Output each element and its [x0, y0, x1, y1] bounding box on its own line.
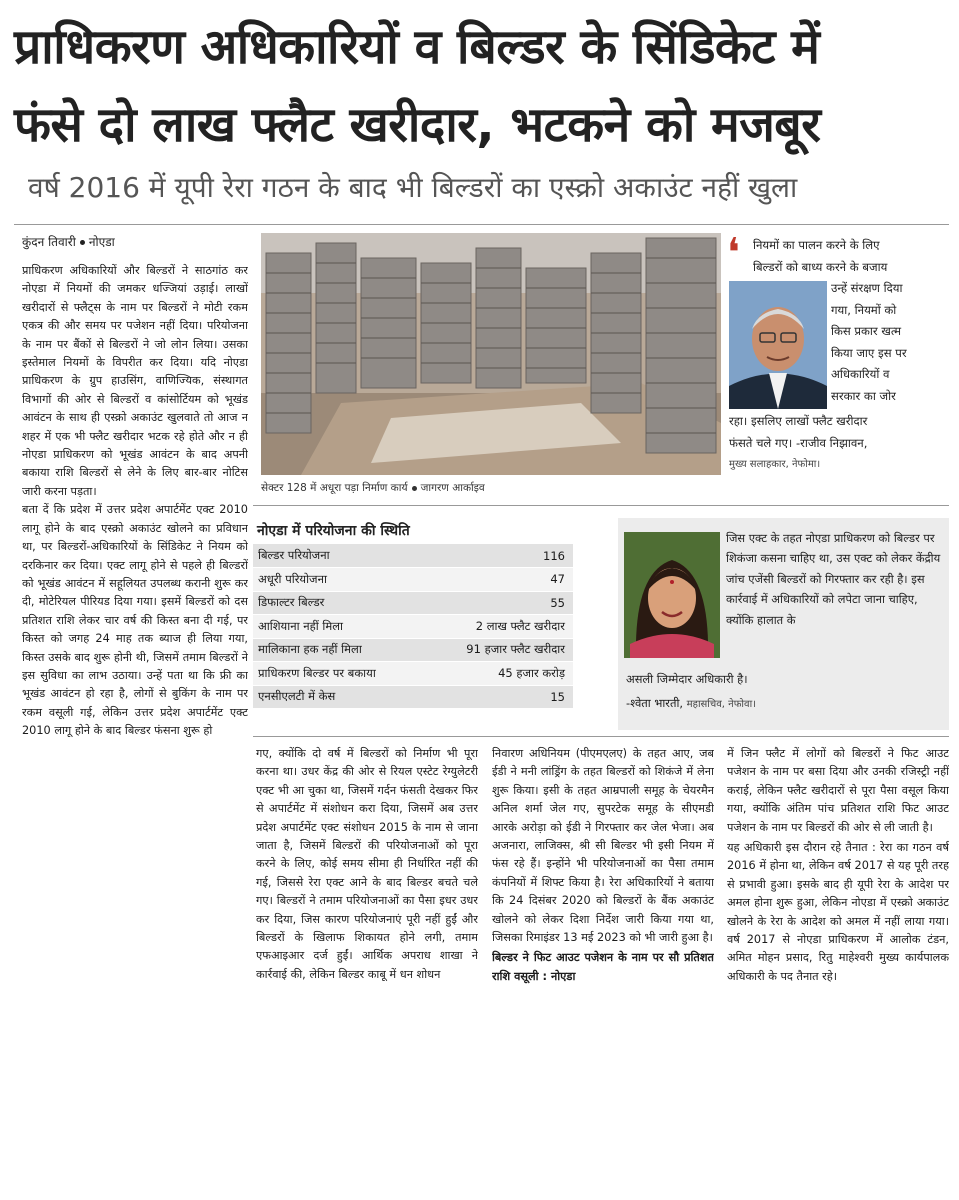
table-row — [253, 591, 573, 615]
quote-line: फंसते चले गए। -राजीव निझावन, — [729, 435, 868, 450]
quote-line: नियमों का पालन करने के लिए — [753, 238, 880, 252]
subheadline: वर्ष 2016 में यूपी रेरा गठन के बाद भी बिल्डरों का एस्क्रो अकाउंट नहीं खुला — [28, 171, 798, 204]
table-title: नोएडा में परियोजना की स्थिति — [257, 523, 410, 539]
table-row — [253, 544, 573, 568]
row-label: बिल्डर परियोजना — [253, 544, 424, 568]
quote-box-rajiv — [727, 230, 949, 495]
row-value: 2 लाख फ्लैट खरीदार — [424, 615, 573, 639]
header-divider — [14, 224, 949, 225]
row-value: 45 हजार करोड़ — [424, 662, 573, 686]
mid-divider — [253, 505, 949, 506]
table-row — [253, 568, 573, 592]
article-column-4 — [727, 745, 949, 1190]
photo-credit: जागरण आर्काइव — [420, 482, 485, 494]
article-column-3 — [492, 745, 714, 1190]
row-value: 116 — [424, 544, 573, 568]
table-row — [253, 615, 573, 639]
quote-lines-bottom — [729, 411, 949, 476]
article-paragraph-officers: यह अधिकारी इस दौरान रहे तैनात : रेरा का गठन वर्ष 2016 में होना था, लेकिन वर्ष 2017 से यह पूरी तरह से प्रभावी हुआ। इसके बाद ही यूपी रेरा के आदेश पर अमल होना शुरू हुआ, लेकिन नोएडा में एस्क्रो अकाउंट खोलने के रेरा के आदेश को अमल में नहीं लाया गया। वर्ष 2017 से नोएडा प्राधिकरण में आलोक टंडन, अमित मोहन प्रसाद, रितु माहेश्वरी मुख्य कार्यपालक अधिकारी के पद तैनात रहे। — [727, 841, 949, 983]
photo-caption-text: सेक्टर 128 में अधूरा पड़ा निर्माण कार्य — [261, 482, 408, 494]
row-value: 15 — [424, 685, 573, 709]
row-label: प्राधिकरण बिल्डर पर बकाया — [253, 662, 424, 686]
article-paragraph-act: बता दें कि प्रदेश में उत्तर प्रदेश अपार्टमेंट एक्ट 2010 लागू होने के बाद एस्क्रो अकाउंट खोलने का प्रविधान था, पर बिल्डरों-अधिकारियों के सिंडिकेट ने नियम को दरकिनार कर दिया। एक्ट लागू होने से पहले ही बिल्डरों को भूखंड आवंटन में सहूलियत उपलब्ध करानी शुरू कर दी, मोटेरियल पीरियड दिया गया। इसमें बिल्डरों को दस प्रतिशत राशि लेकर चार वर्ष की किस्त बना दी गई, पर किस्त को जगह 24 माह तक ब्याज ही लिया गया, किस्त उसके बाद शुरू होनी थी, जिसमें तमाम बिल्डरों ने इस सुविधा का लाभ उठाया। उन्हें पता था कि फ्री का भूखंड आवंटन हो रहा है, लोगों से बुकिंग के नाम पर रकम वसूली गई, लेकिन उत्तर प्रदेश अपार्टमेंट एक्ट 2010 लागू होने के बाद बिल्डर फंसना शुरू हो — [22, 503, 248, 738]
construction-photo — [261, 233, 721, 475]
quote-line: किया जाए इस पर — [831, 345, 907, 360]
headline-line-2: फंसे दो लाख फ्लैट खरीदार, भटकने को मजबूर — [14, 97, 821, 153]
quote-signature — [626, 696, 756, 711]
quote-line: उन्हें संरक्षण दिया — [831, 281, 903, 295]
table-row — [253, 638, 573, 662]
byline-author: कुंदन तिवारी — [22, 235, 76, 249]
article-paragraph-intro: प्राधिकरण अधिकारियों और बिल्डरों ने साठगांठ कर नोएडा में नियमों की जमकर धज्जियां उड़ाई। लाखों खरीदारों से फ्लैट्स के नाम पर बिल्डरों ने मोटी रकम एकत्र की और समय पर पजेशन नहीं दिया। परियोजना के नाम पर बैंकों से बिल्डरों ने जो लोन लिया। उसका इस्तेमाल नियमों के विपरीत कर दिया। यदि नोएडा प्राधिकरण के ग्रुप हाउसिंग, वाणिज्यिक, संस्थागत विभागों की ओर से बिल्डरों व कांसोर्टियम को भूखंड आवंटन के साथ ही एस्क्रो अकाउंट खुलवाते तो आज न शहर में एक भी फ्लैट खरीदार भटक रहे होते और न ही नोएडा प्राधिकरण को भूखंड आवंटन के बाद अपनी बकाया राशि बिल्डरों से लेने के लिए बार-बार नोटिस जारी करना पड़ता। — [22, 264, 248, 498]
quote-line: सरकार का जोर — [831, 388, 896, 403]
construction-photo-image — [261, 233, 721, 475]
project-status-table — [253, 518, 573, 709]
quote-shweta-text: जिस एक्ट के तहत नोएडा प्राधिकरण को बिल्डर पर शिकंजा कसना चाहिए था, उस एक्ट को लेकर केंद्रीय जांच एजेंसी बिल्डरों को गिरफ्तार कर रही है। इस कार्रवाई में अधिकारियों को लपेटा जाना चाहिए, क्योंकि हालात के — [726, 531, 941, 627]
row-label: एनसीएलटी में केस — [253, 685, 424, 709]
row-label: मालिकाना हक नहीं मिला — [253, 638, 424, 662]
quote-designation: मुख्य सलाहकार, नेफोमा। — [729, 459, 821, 470]
signature-designation: महासचिव, नेफोवा। — [686, 699, 756, 710]
quote-line: गया, नियमों को — [831, 302, 897, 317]
article-column-1 — [22, 262, 248, 1192]
article-paragraph-col2: गए, क्योंकि दो वर्ष में बिल्डरों को निर्माण भी पूरा करना था। उधर केंद्र की ओर से रियल एस्टेट रेग्युलेटरी एक्ट भी आ चुका था, जिसमें गर्दन फंसती देखकर फिर से अपार्टमेंट में संशोधन करा दिया, जिसमें अब उत्तर प्रदेश अपार्टमेंट एक्ट संशोधन 2015 के नाम से जाना जाता है, जिसमें बिल्डरों की परियोजनाओं को पूरा करने के लिए, कोई समय सीमा ही निर्धारित नहीं की गई, जिससे रेरा एक्ट आने के बाद बिल्डर बचते चले गए। बिल्डरों ने तमाम परियोजनाओं का पैसा इधर उधर कर दिया, जिस कारण परियोजनाएं पूरी नहीं हुईं और बिल्डरों के खिलाफ शिकायत होने लगी, तमाम एफआइआर दर्ज हुईं। आर्थिक अपराध शाखा ने कार्रवाई की, लेकिन बिल्डर काबू में धन शोधन — [256, 747, 478, 981]
quote-lines-side — [831, 278, 949, 407]
row-label: डिफाल्टर बिल्डर — [253, 591, 424, 615]
quote-box-shweta — [618, 518, 949, 730]
table-row — [253, 685, 573, 709]
status-table — [253, 544, 573, 709]
quote-line: अधिकारियों व — [831, 367, 890, 381]
portrait-rajiv — [729, 281, 827, 409]
row-value: 55 — [424, 591, 573, 615]
article-paragraph-col3: निवारण अधिनियम (पीएमएलए) के तहत आए, जब ईडी ने मनी लांड्रिंग के तहत बिल्डरों को शिकंजे में लेना शुरू किया। इसी के तहत आम्रपाली समूह के चेयरमैन अनिल शर्मा जेल गए, सुपरटेक समूह के सीएमडी आरके अरोड़ा को ईडी ने गिरफ्तार कर जेल भेजा। अब अजनारा, लाजिक्स, श्री सी बिल्डर भी इसी नियम में फंस रहे हैं। इन्होंने भी परियोजनाओं का पैसा तमाम कंपनियों में शिफ्ट किया है। रेरा अधिकारियों ने बताया कि 24 दिसंबर 2020 को बिल्डरों के बैंक अकाउंट खोलने को लेकर दिशा निर्देश जारी किया गया था, जिसका रिमाइंडर 13 मई 2023 को भी जारी हुआ है। — [492, 747, 714, 945]
signature-name: -श्वेता भारती, — [626, 696, 684, 710]
article-paragraph-col4: में जिन फ्लैट में लोगों को बिल्डरों ने फिट आउट पजेशन के नाम पर बसा दिया और उनकी रजिस्ट्री नहीं कराई, लेकिन फ्लैट खरीदारों से पूरा पैसा वसूल किया गया, क्योंकि अंतिम पांच प्रतिशत राशि फिट आउट पजेशन के नाम पर बिल्डरों की ओर से ली जाती है। — [727, 747, 949, 834]
row-value: 47 — [424, 568, 573, 592]
headline-line-1: प्राधिकरण अधिकारियों व बिल्डर के सिंडिकेट में — [14, 19, 820, 75]
quote-line: बिल्डरों को बाध्य करने के बजाय — [753, 259, 888, 274]
quote-mark-icon: ❛ — [727, 230, 740, 276]
caption-separator — [412, 486, 417, 491]
quote-line: रहा। इसलिए लाखों फ्लैट खरीदार — [729, 414, 868, 428]
row-label: आशियाना नहीं मिला — [253, 615, 424, 639]
quote-line: किस प्रकार खत्म — [831, 324, 902, 338]
portrait-shweta — [624, 532, 720, 658]
headline — [14, 8, 949, 164]
photo-caption — [261, 481, 485, 495]
row-value: 91 हजार फ्लैट खरीदार — [424, 638, 573, 662]
table-row — [253, 662, 573, 686]
portrait-shweta-image — [624, 532, 720, 658]
lower-divider — [253, 736, 949, 737]
article-column-2 — [256, 745, 478, 1190]
row-label: अधूरी परियोजना — [253, 568, 424, 592]
quote-lines-top — [753, 235, 949, 278]
byline — [22, 233, 115, 250]
portrait-rajiv-image — [729, 281, 827, 409]
quote-shweta-tail: असली जिम्मेदार अधिकारी है। — [626, 672, 748, 686]
byline-place: नोएडा — [88, 235, 115, 249]
byline-separator — [80, 240, 85, 245]
subhead-fit-out: बिल्डर ने फिट आउट पजेशन के नाम पर सौ प्रतिशत राशि वसूली : नोएडा — [492, 951, 714, 983]
